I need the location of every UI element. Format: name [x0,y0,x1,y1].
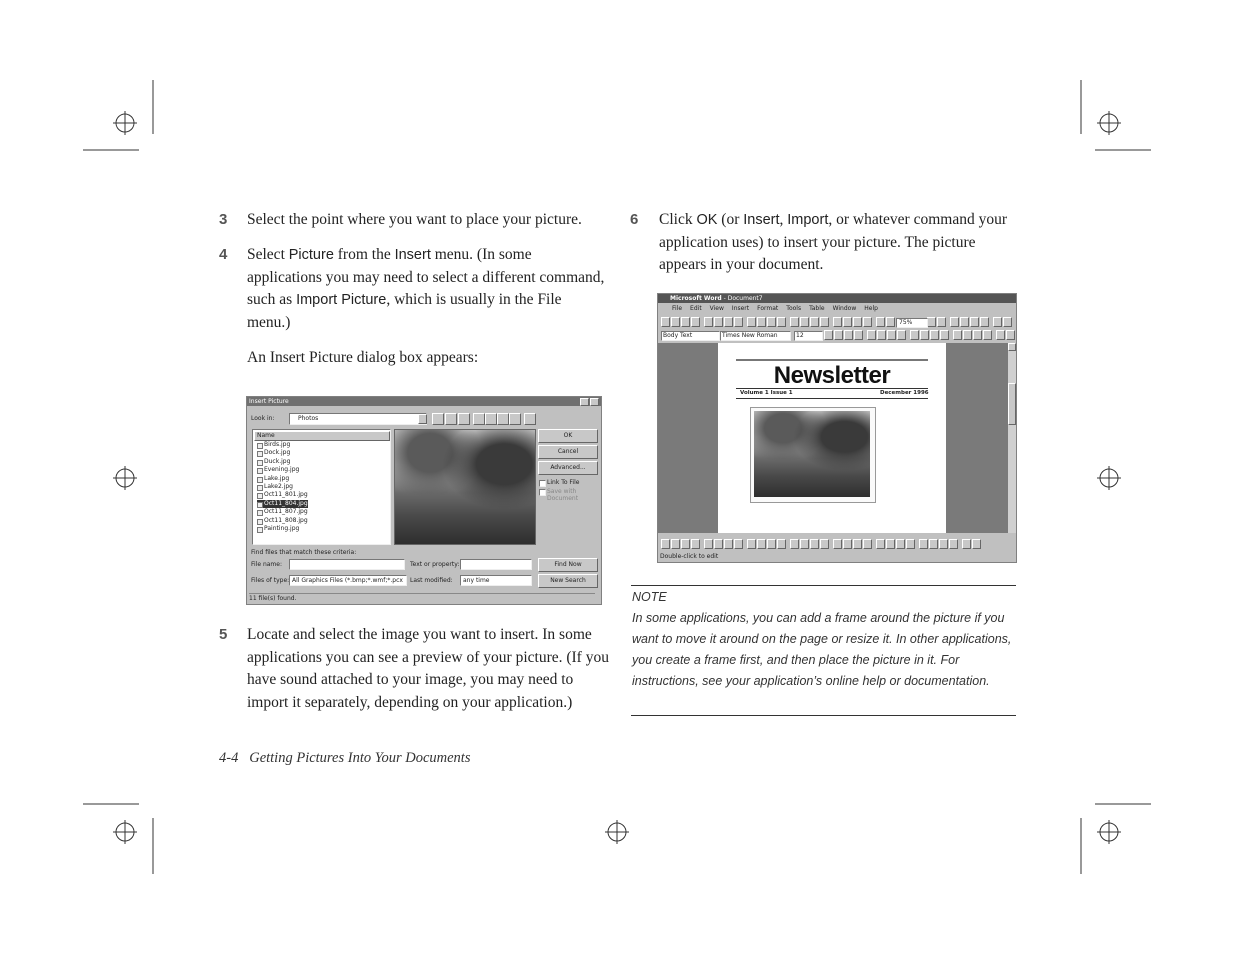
toolbar-button-icon[interactable] [800,539,809,549]
scroll-thumb [1008,383,1016,425]
toolbar-button-icon[interactable] [724,317,733,327]
toolbar-button-icon[interactable] [930,330,939,340]
toolbar-button-icon[interactable] [960,317,969,327]
toolbar-button-icon[interactable] [714,539,723,549]
note-text: In some applications, you can add a frame around the picture if you want to move it around on the page or resize it. In other applications, you create a frame first, and then place the picture in it. For instructions, see your application’s online help or documentation. [632,611,1012,688]
look-in-label: Look in: [251,415,275,422]
image-file-icon [257,443,263,449]
file-list-item[interactable] [257,508,308,516]
document-page[interactable] [718,343,946,533]
files-of-type-label: Files of type: [251,577,290,584]
toolbar-button-icon[interactable] [691,317,700,327]
toolbar-button-icon[interactable] [970,317,979,327]
image-file-icon [257,468,263,474]
toolbar-button-icon[interactable] [681,317,690,327]
toolbar-button-icon[interactable] [820,539,829,549]
image-file-icon [257,460,263,466]
drawing-toolbar [661,539,1013,550]
toolbar-button-icon[interactable] [734,539,743,549]
toolbar-button-icon[interactable] [833,317,842,327]
file-name: Oct11_804.jpg [264,499,308,507]
file-list-item[interactable] [257,466,308,474]
toolbar-button-icon[interactable] [962,539,971,549]
image-file-icon [257,510,263,516]
volume-label: Volume 1 Issue 1 [740,390,793,396]
file-list-item[interactable] [257,500,308,508]
file-name: Evening.jpg [264,466,300,474]
toolbar-button-icon[interactable] [980,317,989,327]
toolbar-button-icon[interactable] [940,330,949,340]
text-property-label: Text or property: [410,561,460,568]
close-button[interactable] [590,398,599,406]
file-rows [257,441,308,533]
menu-table[interactable]: Table [809,305,825,312]
toolbar-button-icon[interactable] [661,317,670,327]
look-in-dropdown-arrow[interactable] [418,414,427,424]
image-file-icon [257,485,263,491]
toolbar-button-icon[interactable] [886,539,895,549]
toolbar-button-icon[interactable] [886,317,895,327]
toolbar-button-icon[interactable] [896,539,905,549]
link-to-file-label: Link To File [547,479,580,486]
chapter-title: Getting Pictures Into Your Documents [249,750,471,766]
image-file-icon [257,502,263,508]
toolbar-button-icon[interactable] [863,539,872,549]
toolbar-button-icon[interactable] [876,539,885,549]
image-file-icon [257,477,263,483]
step-6-text: Click OK (or Insert, Import, or whatever command your application uses) to insert your picture. The picture appears in your document. [659,211,1007,274]
menu-help[interactable]: Help [864,305,878,312]
command-ok: OK [696,212,718,228]
file-name-label: File name: [251,561,282,568]
scroll-up-arrow [1008,343,1016,351]
menu-window[interactable]: Window [832,305,857,312]
note-rule-top [631,585,1016,586]
toolbar-button-icon[interactable] [906,539,915,549]
toolbar-button-icon[interactable] [790,539,799,549]
menu-bar [672,305,886,312]
toolbar-button-icon[interactable] [824,330,833,340]
save-with-document-checkbox[interactable] [539,489,546,496]
commands-icon[interactable] [524,413,536,425]
toolbar-button-icon[interactable] [671,539,680,549]
step-number-3: 3 [219,211,228,228]
toolbar-button-icon[interactable] [910,330,919,340]
toolbar-button-icon[interactable] [1003,317,1012,327]
toolbar-button-icon[interactable] [757,539,766,549]
toolbar-button-icon[interactable] [939,539,948,549]
command-insert: Insert [743,212,780,228]
cancel-button[interactable]: Cancel [538,445,598,459]
new-search-button[interactable]: New Search [538,574,598,588]
toolbar-button-icon[interactable] [747,317,756,327]
last-modified-select[interactable]: any time [460,575,532,586]
step-4-text: Select Picture from the Insert menu. (In some applications you may need to select a different command, such as Import Picture, which is usually in the File menu.) [247,246,605,331]
menu-insert[interactable]: Insert [731,305,750,312]
image-file-icon [257,527,263,533]
dialog-title-bar [247,397,602,406]
find-criteria-label: Find files that match these criteria: [251,549,357,556]
toolbar-button-icon[interactable] [820,317,829,327]
link-to-file-checkbox[interactable] [539,480,546,487]
favorites-icon[interactable] [445,413,457,425]
toolbar-button-icon[interactable] [833,539,842,549]
toolbar-button-icon[interactable] [810,539,819,549]
note-rule-bottom [631,715,1016,716]
toolbar-button-icon[interactable] [867,330,876,340]
step-3-text: Select the point where you want to place your picture. [247,211,582,228]
file-list-item[interactable] [257,525,308,533]
image-file-icon [257,493,263,499]
list-view-icon[interactable] [473,413,485,425]
inserted-picture [754,411,870,497]
document-title: Document7 [727,295,763,302]
menu-view[interactable]: View [709,305,724,312]
page-number: 4-4 [219,750,239,766]
picture-frame[interactable] [750,407,876,503]
toolbar-button-icon[interactable] [661,539,670,549]
toolbar-button-icon[interactable] [876,317,885,327]
toolbar-button-icon[interactable] [747,539,756,549]
look-in-select[interactable]: Photos [289,413,427,425]
masthead-rule-top [736,359,928,361]
image-file-icon [257,451,263,457]
command-import: Import [787,212,829,228]
find-now-button[interactable]: Find Now [538,558,598,572]
toolbar-button-icon[interactable] [757,317,766,327]
toolbar-button-icon[interactable] [1006,330,1015,340]
standard-toolbar [661,317,1013,328]
menu-file[interactable]: File [672,305,683,312]
file-name: Painting.jpg [264,524,300,532]
toolbar-button-icon[interactable] [704,317,713,327]
file-name-input[interactable] [289,559,405,570]
toolbar-button-icon[interactable] [843,539,852,549]
style-select[interactable]: Body Text [661,331,720,341]
file-list-item[interactable] [257,449,308,457]
file-list-item[interactable] [257,475,308,483]
file-list-item[interactable] [257,517,308,525]
dialog-title: Insert Picture [249,398,289,405]
toolbar-button-icon[interactable] [887,330,896,340]
file-list-item[interactable] [257,491,308,499]
toolbar-button-icon[interactable] [877,330,886,340]
command-insert: Insert [394,247,431,263]
word-window-screenshot [657,293,1017,563]
up-folder-icon[interactable] [432,413,444,425]
toolbar-button-icon[interactable] [714,317,723,327]
preview-view-icon[interactable] [509,413,521,425]
toolbar-button-icon[interactable] [834,330,843,340]
toolbar-button-icon[interactable] [953,330,962,340]
toolbar-button-icon[interactable] [767,317,776,327]
file-name: Oct11_808.jpg [264,516,308,524]
word-title-bar: Microsoft Word - Document7 [658,294,1017,303]
toolbar-button-icon[interactable] [937,317,946,327]
toolbar-button-icon[interactable] [671,317,680,327]
file-name: Oct11_801.jpg [264,491,308,499]
toolbar-button-icon[interactable] [724,539,733,549]
toolbar-button-icon[interactable] [853,317,862,327]
toolbar-button-icon[interactable] [734,317,743,327]
toolbar-button-icon[interactable] [800,317,809,327]
step-4-subtext: An Insert Picture dialog box appears: [247,349,479,366]
masthead-rule-bottom [736,398,928,399]
toolbar-button-icon[interactable] [927,317,936,327]
text-property-input[interactable] [460,559,532,570]
toolbar-button-icon[interactable] [929,539,938,549]
file-name: Lake.jpg [264,474,290,482]
command-import-picture: Import Picture [296,292,387,309]
file-list[interactable] [252,429,391,545]
toolbar-button-icon[interactable] [949,539,958,549]
dialog-status-bar: 11 file(s) found. [249,593,595,602]
toolbar-button-icon[interactable] [973,330,982,340]
toolbar-button-icon[interactable] [777,539,786,549]
file-name: Duck.jpg [264,457,291,465]
step-number-5: 5 [219,626,228,643]
file-name: Birds.jpg [264,441,291,448]
toolbar-button-icon[interactable] [919,539,928,549]
masthead-rule-mid [736,388,928,389]
toolbar-button-icon[interactable] [844,330,853,340]
toolbar-button-icon[interactable] [691,539,700,549]
preview-image [394,429,536,545]
word-status-bar: Double-click to edit [660,553,719,560]
command-picture: Picture [288,247,334,263]
add-favorite-icon[interactable] [458,413,470,425]
toolbar-button-icon[interactable] [853,539,862,549]
toolbar-button-icon[interactable] [767,539,776,549]
font-select[interactable]: Times New Roman [720,331,791,341]
help-button[interactable] [580,398,589,406]
menu-format[interactable]: Format [757,305,779,312]
files-of-type-select[interactable]: All Graphics Files (*.bmp;*.wmf;*.pcx [289,575,407,586]
toolbar-button-icon[interactable] [854,330,863,340]
last-modified-label: Last modified: [410,577,453,584]
advanced-button[interactable]: Advanced... [538,461,598,475]
file-list-item[interactable] [257,483,308,491]
details-view-icon[interactable] [485,413,497,425]
step-5-text: Locate and select the image you want to insert. In some applications you can see a preview of your picture. (If you have sound attached to your image, you may need to import it separately, depending on your application.) [247,626,609,711]
page-footer [219,750,470,767]
toolbar-button-icon[interactable] [704,539,713,549]
font-size-select[interactable]: 12 [794,331,823,341]
toolbar-button-icon[interactable] [777,317,786,327]
file-list-item[interactable] [257,458,308,466]
newsletter-title: Newsletter [773,362,891,389]
insert-picture-dialog-screenshot [246,396,602,605]
image-file-icon [257,519,263,525]
vertical-scrollbar[interactable] [1008,343,1016,533]
toolbar-button-icon[interactable] [950,317,959,327]
toolbar-button-icon[interactable] [863,317,872,327]
file-name: Dock.jpg [264,449,291,457]
toolbar-button-icon[interactable] [897,330,906,340]
toolbar-button-icon[interactable] [810,317,819,327]
properties-view-icon[interactable] [497,413,509,425]
zoom-select[interactable]: 75% [896,318,928,328]
toolbar-button-icon[interactable] [843,317,852,327]
ok-button[interactable]: OK [538,429,598,443]
menu-tools[interactable]: Tools [786,305,802,312]
file-name: Lake2.jpg [264,482,293,490]
toolbar-button-icon[interactable] [993,317,1002,327]
file-list-item[interactable] [257,441,308,449]
toolbar-button-icon[interactable] [790,317,799,327]
toolbar-button-icon[interactable] [983,330,992,340]
step-number-6: 6 [630,211,639,228]
file-name: Oct11_807.jpg [264,508,308,516]
toolbar-button-icon[interactable] [996,330,1005,340]
formatting-toolbar [824,330,1014,341]
step-number-4: 4 [219,246,228,263]
toolbar-button-icon[interactable] [963,330,972,340]
date-label: December 1996 [880,390,929,396]
toolbar-button-icon[interactable] [681,539,690,549]
note-heading: NOTE [632,590,667,604]
name-column-header[interactable]: Name [254,431,390,441]
app-title: Microsoft Word [670,295,722,302]
menu-edit[interactable]: Edit [690,305,702,312]
save-with-document-label: Save with Document [547,488,579,502]
toolbar-button-icon[interactable] [920,330,929,340]
toolbar-button-icon[interactable] [972,539,981,549]
